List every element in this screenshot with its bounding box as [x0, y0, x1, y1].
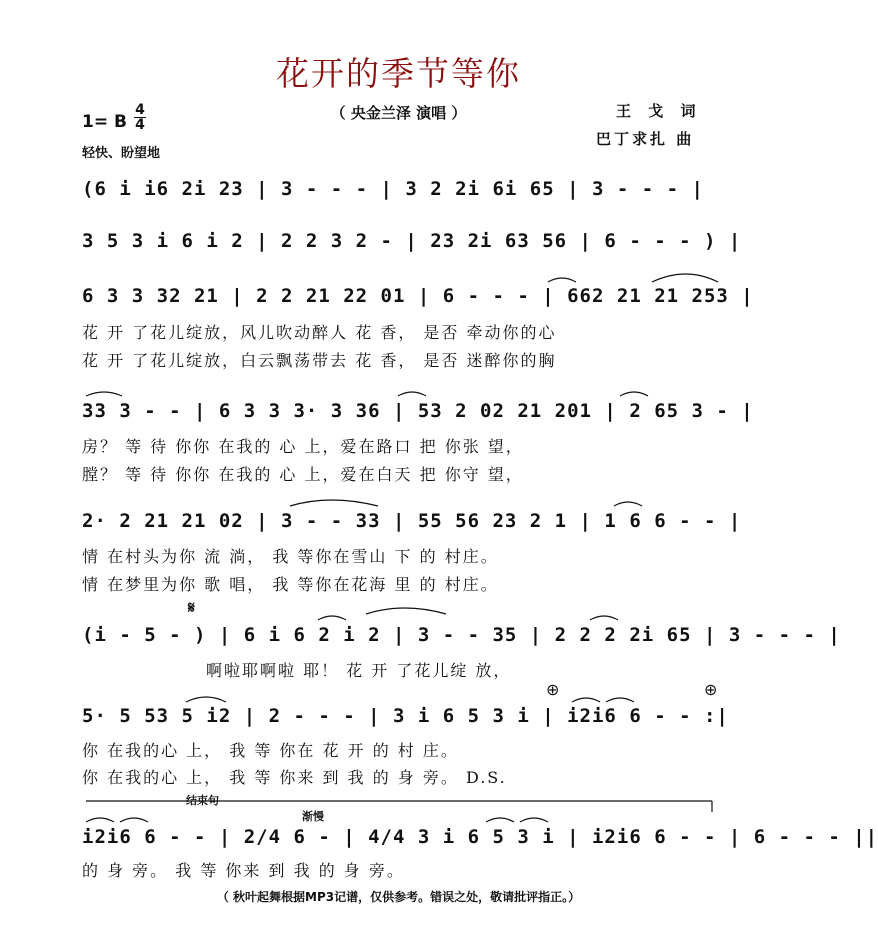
lyric-line-4b: 膛？ 等 待 你你 在我的 心 上，爱在白天 把 你守 望， — [82, 465, 524, 484]
meter-bottom: 4 — [135, 117, 145, 133]
singer-credit: （ 央金兰泽 演唱 ） — [330, 104, 467, 122]
lyric-line-3b: 花 开 了花儿绽放，白云飘荡带去 花 香， 是否 迷醉你的胸 — [82, 351, 557, 370]
slur — [606, 698, 634, 702]
slur — [290, 500, 378, 506]
ending-label: 结束句 — [186, 794, 219, 807]
slur — [614, 502, 642, 506]
coda-sign-1: ⊕ — [546, 680, 560, 699]
slur — [120, 818, 148, 822]
meter-top: 4 — [135, 102, 145, 118]
score-line-8: i2i6 6 - - | 2/4 6 - | 4/4 3 i 6 5 3 i | i2i6 6 - - | 6 - - - || — [82, 826, 878, 848]
slur — [186, 697, 226, 702]
song-title: 花开的季节等你 — [276, 54, 521, 93]
coda-sign-2: ⊕ — [704, 680, 718, 699]
score-line-7: 5· 5 53 5 i2 | 2 - - - | 3 i 6 5 3 i | i2i6 6 - - :| — [82, 705, 729, 727]
lyricist-credit: 王 戈 词 — [616, 102, 702, 120]
lyric-line-7b: 你 在我的心 上， 我 等 你来 到 我 的 身 旁。 D.S. — [82, 768, 507, 787]
ritardando-label: 渐慢 — [302, 810, 324, 823]
composer-credit: 巴丁求扎 曲 — [596, 130, 695, 148]
slur — [520, 818, 548, 822]
slur — [548, 278, 576, 282]
slur — [86, 392, 122, 396]
score-line-6: (i - 5 - ) | 6 i 6 2 i 2 | 3 - - 35 | 2 2 2 2i 65 | 3 - - - | — [82, 624, 841, 646]
score-line-4: 33 3 - - | 6 3 3 3· 3 36 | 53 2 02 21 201 | 2 65 3 - | — [82, 400, 754, 422]
slur — [620, 392, 648, 396]
slur — [590, 616, 618, 620]
lyric-line-4a: 房？ 等 待 你你 在我的 心 上，爱在路口 把 你张 望， — [82, 437, 524, 456]
slur — [398, 392, 426, 396]
score-line-5: 2· 2 21 21 02 | 3 - - 33 | 55 56 23 2 1 | 1 6 6 - - | — [82, 510, 742, 532]
score-line-2: 3 5 3 i 6 i 2 | 2 2 3 2 - | 23 2i 63 56 | 6 - - - ) | — [82, 230, 742, 252]
lyric-line-5b: 情 在梦里为你 歌 唱， 我 等你在花海 里 的 村庄。 — [82, 575, 499, 594]
lyric-line-3a: 花 开 了花儿绽放，风儿吹动醉人 花 香， 是否 牵动你的心 — [82, 323, 557, 342]
slur — [318, 616, 346, 620]
segno-sign: 𝄋 — [188, 598, 195, 617]
score-line-1: (6 i i6 2i 23 | 3 - - - | 3 2 2i 6i 65 | 3 - - - | — [82, 178, 704, 200]
slur — [366, 608, 446, 614]
lyric-line-8: 的 身 旁。 我 等 你来 到 我 的 身 旁。 — [82, 861, 405, 880]
key-signature: 1= B — [82, 112, 127, 132]
slur — [86, 818, 114, 822]
slur — [486, 818, 514, 822]
lyric-line-5a: 情 在村头为你 流 淌， 我 等你在雪山 下 的 村庄。 — [82, 547, 499, 566]
footer-note: （ 秋叶起舞根据MP3记谱，仅供参考。错误之处，敬请批评指正。） — [216, 890, 581, 904]
lyric-line-7a: 你 在我的心 上， 我 等 你在 花 开 的 村 庄。 — [82, 741, 459, 760]
score-line-3: 6 3 3 32 21 | 2 2 21 22 01 | 6 - - - | 662 21 21 253 | — [82, 285, 754, 307]
slur — [572, 698, 600, 702]
slur — [652, 274, 718, 282]
tempo-marking: 轻快、盼望地 — [82, 146, 161, 161]
lyric-line-6: 啊啦耶啊啦 耶！ 花 开 了花儿绽 放， — [206, 661, 512, 680]
